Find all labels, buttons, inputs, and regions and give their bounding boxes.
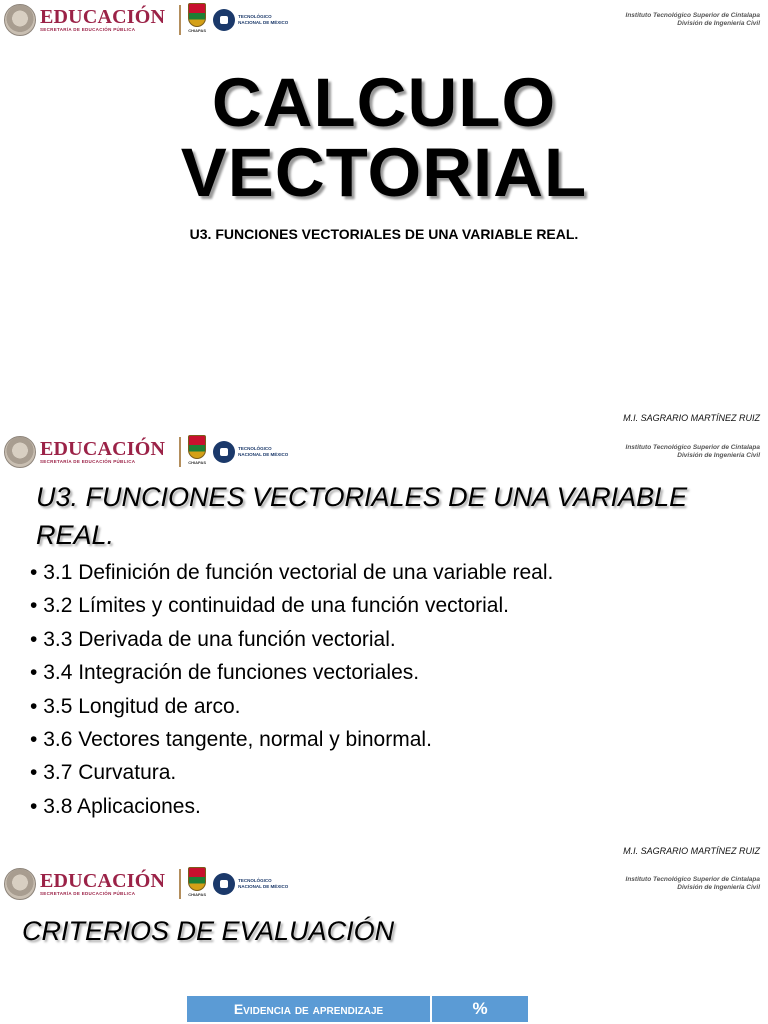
tecnm-logo <box>213 9 288 31</box>
logo-divider <box>179 869 181 899</box>
tecnm-logo <box>213 873 288 895</box>
sep-logo <box>40 439 165 465</box>
sep-logo-title: EDUCACIÓN <box>40 438 166 460</box>
unit-heading: U3. FUNCIONES VECTORIALES DE UNA VARIABLE REAL. <box>36 482 688 550</box>
topic-item: • 3.7 Curvatura. <box>30 756 553 789</box>
course-title-line1: CALCULO <box>211 64 557 141</box>
topic-item: • 3.4 Integración de funciones vectoriales. <box>30 656 553 689</box>
logo-divider <box>179 437 181 467</box>
chiapas-label: CHIAPAS <box>188 892 206 897</box>
topic-list <box>30 556 553 823</box>
national-seal-icon <box>4 436 36 468</box>
chiapas-shield-icon <box>188 867 206 891</box>
sep-logo-subtitle: SECRETARÍA DE EDUCACIÓN PÚBLICA <box>40 27 136 32</box>
national-seal-icon <box>4 868 36 900</box>
tecnm-line2: NACIONAL DE MÉXICO <box>238 452 289 457</box>
header-logos <box>4 434 288 470</box>
chiapas-shield-icon <box>188 3 206 27</box>
topic-item: • 3.5 Longitud de arco. <box>30 690 553 723</box>
sep-logo-title: EDUCACIÓN <box>40 6 166 28</box>
topic-item: • 3.1 Definición de función vectorial de una variable real. <box>30 556 553 589</box>
unit-subtitle: U3. FUNCIONES VECTORIALES DE UNA VARIABLE REAL. <box>189 226 579 242</box>
tecnm-line1: TECNOLÓGICO <box>238 446 272 451</box>
course-title-line2: VECTORIAL <box>180 134 588 211</box>
chiapas-logo <box>187 867 207 901</box>
chiapas-logo <box>187 435 207 469</box>
institution-info <box>626 876 760 892</box>
sep-logo-subtitle: SECRETARÍA DE EDUCACIÓN PÚBLICA <box>40 459 136 464</box>
chiapas-shield-icon <box>188 435 206 459</box>
institute-name: Instituto Tecnológico Superior de Cintalapa <box>625 876 760 883</box>
sep-logo-title: EDUCACIÓN <box>40 870 166 892</box>
tecnm-line1: TECNOLÓGICO <box>238 878 272 883</box>
institute-name: Instituto Tecnológico Superior de Cintalapa <box>625 12 760 19</box>
tecnm-gear-icon <box>213 9 235 31</box>
header-logos <box>4 2 288 38</box>
slide-evaluation-criteria <box>0 864 768 1024</box>
sep-logo <box>40 871 165 897</box>
chiapas-label: CHIAPAS <box>188 28 206 33</box>
institution-info <box>626 12 760 28</box>
tecnm-line2: NACIONAL DE MÉXICO <box>238 884 289 889</box>
tecnm-gear-icon <box>213 441 235 463</box>
table-header-evidence: Evidencia de aprendizaje <box>187 996 432 1022</box>
evaluation-table <box>187 996 528 1022</box>
sep-logo-subtitle: SECRETARÍA DE EDUCACIÓN PÚBLICA <box>40 891 136 896</box>
slide-unit-contents <box>0 432 768 864</box>
topic-item: • 3.6 Vectores tangente, normal y binormal. <box>30 723 553 756</box>
author-name: M.I. SAGRARIO MARTÍNEZ RUIZ <box>623 413 760 423</box>
topic-item: • 3.2 Límites y continuidad de una función vectorial. <box>30 589 553 622</box>
chiapas-label: CHIAPAS <box>188 460 206 465</box>
logo-divider <box>179 5 181 35</box>
division-name: División de Ingeniería Civil <box>677 884 760 891</box>
table-header-percent: % <box>432 996 528 1022</box>
header-logos <box>4 866 288 902</box>
criteria-heading: CRITERIOS DE EVALUACIÓN <box>22 916 395 946</box>
institute-name: Instituto Tecnológico Superior de Cintalapa <box>625 444 760 451</box>
division-name: División de Ingeniería Civil <box>677 452 760 459</box>
tecnm-logo <box>213 441 288 463</box>
institution-info <box>626 444 760 460</box>
topic-item: • 3.3 Derivada de una función vectorial. <box>30 623 553 656</box>
slide-title <box>0 0 768 432</box>
tecnm-line2: NACIONAL DE MÉXICO <box>238 20 289 25</box>
tecnm-line1: TECNOLÓGICO <box>238 14 272 19</box>
sep-logo <box>40 7 165 33</box>
course-title <box>0 64 768 211</box>
chiapas-logo <box>187 3 207 37</box>
national-seal-icon <box>4 4 36 36</box>
topic-item: • 3.8 Aplicaciones. <box>30 790 553 823</box>
division-name: División de Ingeniería Civil <box>677 20 760 27</box>
author-name: M.I. SAGRARIO MARTÍNEZ RUIZ <box>623 846 760 856</box>
tecnm-gear-icon <box>213 873 235 895</box>
